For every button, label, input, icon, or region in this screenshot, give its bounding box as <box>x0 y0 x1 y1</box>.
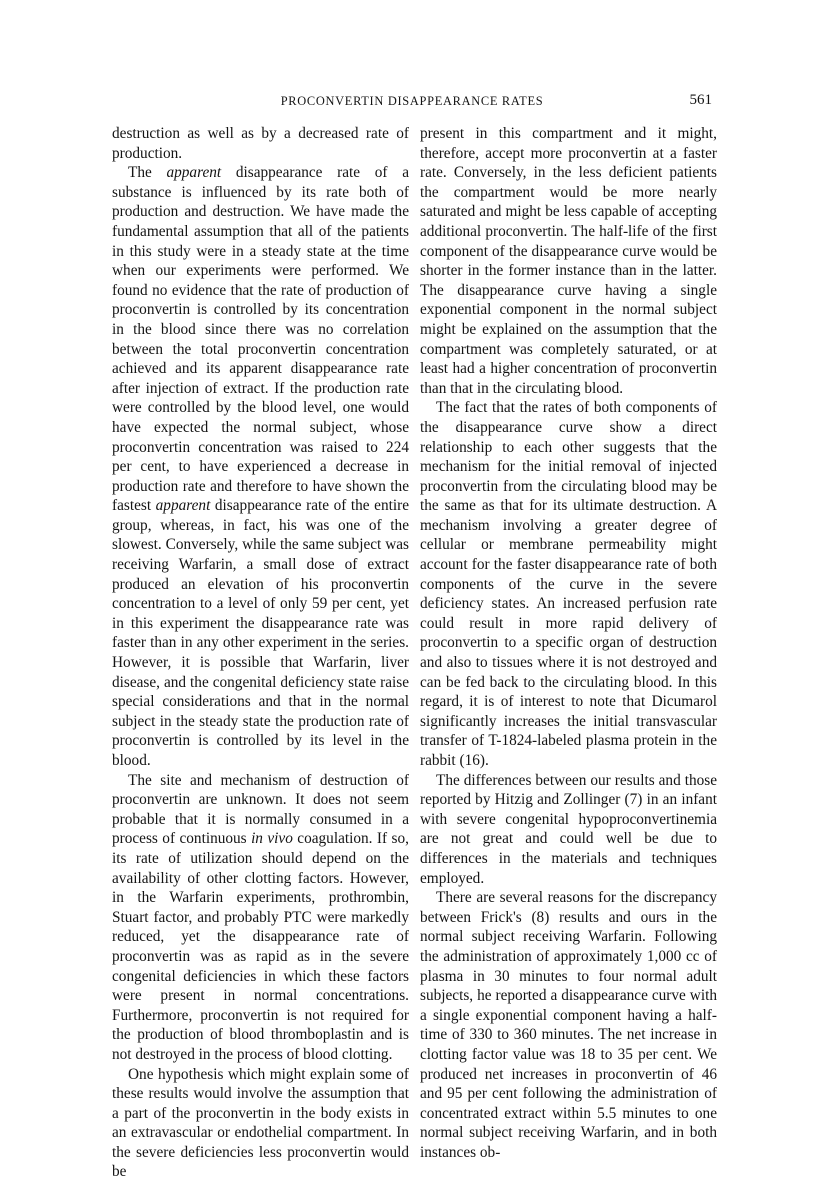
right-column <box>420 124 717 1162</box>
paragraph: destruction as well as by a decreased rate of production. <box>112 124 409 163</box>
left-column <box>112 124 409 1182</box>
emphasis-text: apparent <box>156 497 211 514</box>
text-run: The site and mechanism of destruction of proconvertin are unknown. It does not seem probable that it is normally consumed in a process of continuous <box>112 772 409 848</box>
text-run: disappearance rate of the entire group, whereas, in fact, his was one of the slowest. Conversely, while the same subject was receiving Warfarin, a small dose of extract produced an elevation of his proconvertin concentration to a level of only 59 per cent, yet in this experiment the disappearance rate was faster than in any other experiment in the series. However, it is possible that Warfarin, liver disease, and the congenital deficiency state raise special considerations and that in the normal subject in the steady state the production rate of proconvertin is controlled by its level in the blood. <box>112 497 409 769</box>
running-title: PROCONVERTIN DISAPPEARANCE RATES <box>262 94 562 109</box>
paragraph: The differences between our results and those reported by Hitzig and Zollinger (7) in an infant with severe congenital hypoproconvertinemia are not great and could well be due to differences in the materials and techniques employed. <box>420 771 717 889</box>
paragraph: present in this compartment and it might, therefore, accept more proconvertin at a faster rate. Conversely, in the less deficient patients the compartment would be more nearly saturated and might be less capable of accepting additional proconvertin. The half-life of the first component of the disappearance curve would be shorter in the former instance than in the latter. The disappearance curve having a single exponential component in the normal subject might be explained on the assumption that the compartment was completely saturated, or at least had a higher concentration of proconvertin than that in the circulating blood. <box>420 124 717 398</box>
text-run: The <box>128 164 166 181</box>
paragraph: The fact that the rates of both components of the disappearance curve show a direct relationship to each other suggests that the mechanism for the initial removal of injected proconvertin from the circulating blood may be the same as that for its ultimate destruction. A mechanism involving a greater degree of cellular or membrane permeability might account for the faster disappearance rate of both components of the curve in the severe deficiency states. An increased perfusion rate could result in more rapid delivery of proconvertin to a specific organ of destruction and also to tissues where it is not destroyed and can be fed back to the circulating blood. In this regard, it is of interest to note that Dicumarol significantly increases the initial transvascular transfer of T-1824-labeled plasma protein in the rabbit (16). <box>420 398 717 770</box>
paragraph: There are several reasons for the discrepancy between Frick's (8) results and ours in the normal subject receiving Warfarin. Following the administration of approximately 1,000 cc of plasma in 30 minutes to four normal adult subjects, he reported a disappearance curve with a single exponential component having a half-time of 330 to 360 minutes. The net increase in clotting factor value was 18 to 35 per cent. We produced net increases in proconvertin of 46 and 95 per cent following the administration of concentrated extract within 5.5 minutes to one normal subject receiving Warfarin, and in both instances ob- <box>420 888 717 1162</box>
emphasis-text: apparent <box>166 164 221 181</box>
emphasis-text: in vivo <box>251 830 293 847</box>
paragraph: One hypothesis which might explain some of these results would involve the assumption that a part of the proconvertin in the body exists in an extravascular or endothelial compartment. In the severe deficiencies less proconvertin would be <box>112 1065 409 1182</box>
paragraph <box>112 163 409 770</box>
text-run: disappearance rate of a substance is influenced by its rate both of production and destruction. We have made the fundamental assumption that all of the patients in this study were in a steady state at the time when our experiments were performed. We found no evidence that the rate of production of proconvertin is controlled by its concentration in the blood since there was no correlation between the total proconvertin concentration achieved and its apparent disappearance rate after injection of extract. If the production rate were controlled by the blood level, one would have expected the normal subject, whose proconvertin concentration was raised to 224 per cent, to have experienced a decrease in production rate and therefore to have shown the fastest <box>112 164 409 514</box>
paragraph <box>112 771 409 1065</box>
page-number: 561 <box>690 92 713 109</box>
text-run: coagulation. If so, its rate of utilization should depend on the availability of other clotting factors. However, in the Warfarin experiments, prothrombin, Stuart factor, and probably PTC were markedly reduced, yet the disappearance rate of proconvertin was as rapid as in the severe congenital deficiencies in which these factors were present in normal concentrations. Furthermore, proconvertin is not required for the production of blood thromboplastin and is not destroyed in the process of blood clotting. <box>112 830 409 1063</box>
page-header <box>112 92 712 116</box>
